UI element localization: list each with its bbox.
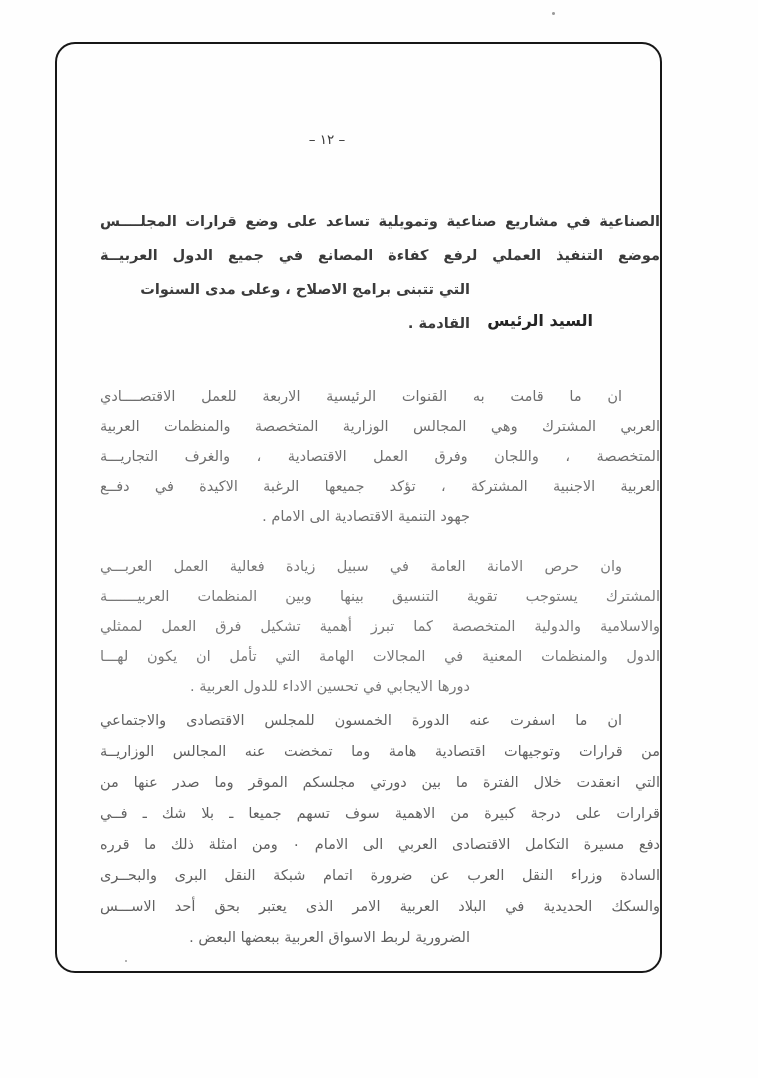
text-line: والسكك الحديدية في البلاد العربية الامر الذى يعتبر بحق أحد الاســـس [100, 899, 660, 915]
text-line: العربي المشترك وهي المجالس الوزارية المتخصصة والمنظمات العربية [100, 419, 660, 435]
text-line: وان حرص الامانة العامة في سبيل زيادة فعالية العمل العربـــي [100, 559, 622, 575]
page-number: – ١٢ – [308, 132, 346, 148]
text-line: الدول والمنظمات المعنية في المجالات الهامة التي تأمل ان يكون لهـــا [100, 649, 660, 665]
text-line: المتخصصة ، واللجان وفرق العمل الاقتصادية ، والغرف التجاريـــة [100, 449, 660, 465]
paragraph-2 [100, 382, 660, 532]
text-line: دفع مسيرة التكامل الاقتصادى العربي الى الامام ٠ ومن امثلة ذلك ما قرره [100, 837, 660, 853]
paragraph-4 [100, 706, 660, 954]
text-line: والاسلامية والدولية المتخصصة كما تبرز أهمية تشكيل فرق العمل لممثلي [100, 619, 660, 635]
text-line: ان ما قامت به القنوات الرئيسية الاربعة للعمل الاقتصــــادي [100, 389, 622, 405]
text-line: الصناعية في مشاريع صناعية وتمويلية تساعد على وضع قرارات المجلــــس [100, 214, 660, 230]
text-line: التي انعقدت خلال الفترة ما بين دورتي مجلسكم الموقر وما صدر عنها من [100, 775, 660, 791]
text-line: قرارات على درجة كبيرة من الاهمية سوف تسهم جميعا ـ بلا شك ـ فــي [100, 806, 660, 822]
section-heading: السيد الرئيس [487, 311, 593, 330]
text-line: التي تتبنى برامج الاصلاح ، وعلى مدى السنوات القادمة . [140, 282, 470, 332]
text-line: موضع التنفيذ العملي لرفع كفاءة المصانع في جميع الدول العربيــة [100, 248, 660, 264]
text-line: العربية الاجنبية المشتركة ، تؤكد جميعها الرغبة الاكيدة في دفــع [100, 479, 660, 495]
text-line: ان ما اسفرت عنه الدورة الخمسون للمجلس الاقتصادى والاجتماعي [100, 713, 622, 729]
paragraph-3 [100, 552, 660, 702]
text-line: دورها الايجابي في تحسين الاداء للدول العربية . [190, 679, 470, 695]
text-line: المشترك يستوجب تقوية التنسيق بينها وبين المنظمات العربيـــــــة [100, 589, 660, 605]
text-line: الضرورية لربط الاسواق العربية ببعضها البعض . [189, 930, 470, 946]
text-line: من قرارات وتوجيهات اقتصادية هامة وما تمخضت عنه المجالس الوزاريــة [100, 744, 660, 760]
text-line: جهود التنمية الاقتصادية الى الامام . [262, 509, 470, 525]
text-line: السادة وزراء النقل العرب عن ضرورة اتمام شبكة النقل البرى والبحــرى [100, 868, 660, 884]
